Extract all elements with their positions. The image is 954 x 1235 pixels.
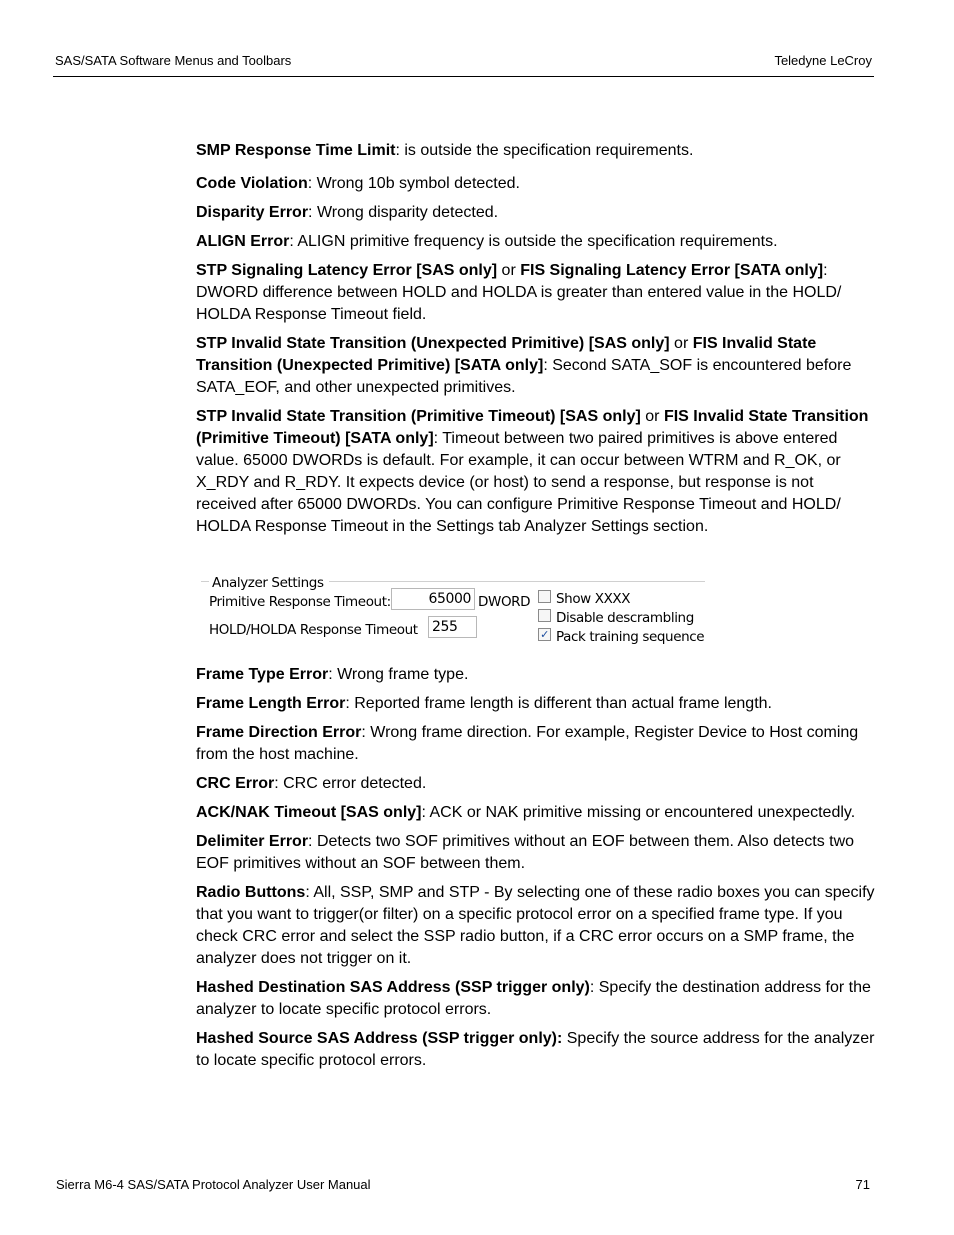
definition-hashed-source-sas-address bbox=[196, 1028, 878, 1072]
definition-crc-error bbox=[196, 773, 878, 795]
term: STP Signaling Latency Error [SAS only] bbox=[196, 262, 498, 279]
term: STP Invalid State Transition (Primitive Timeout) [SAS only] bbox=[196, 408, 641, 425]
definition-hashed-destination-sas-address bbox=[196, 977, 878, 1021]
term: Radio Buttons bbox=[196, 884, 306, 901]
description: : CRC error detected. bbox=[274, 775, 427, 792]
description: : Timeout between two paired primitives is above entered value. 65000 DWORDs is default. For example, it can occur between WTRM and R_OK, or X_RDY and R_RDY. It expects device (or host) to send a response, but response is not received after 65000 DWORDs. You can configure Primitive Response Timeout and HOLD/ HOLDA Response Timeout in the Settings tab Analyzer Settings section. bbox=[196, 430, 841, 535]
definition-frame-length-error bbox=[196, 693, 878, 715]
hold-holda-response-timeout-input[interactable]: 255 bbox=[428, 616, 477, 638]
term: Delimiter Error bbox=[196, 833, 309, 850]
primitive-response-timeout-label: Primitive Response Timeout: bbox=[209, 594, 391, 610]
term: Frame Length Error bbox=[196, 695, 346, 712]
term: ACK/NAK Timeout [SAS only] bbox=[196, 804, 422, 821]
description: : Wrong frame type. bbox=[328, 666, 469, 683]
page-header bbox=[53, 52, 874, 77]
description: : Wrong frame direction. For example, Register Device to Host coming from the host machine. bbox=[196, 724, 859, 763]
term: Frame Direction Error bbox=[196, 724, 362, 741]
description: : Reported frame length is different than actual frame length. bbox=[345, 695, 772, 712]
term: Frame Type Error bbox=[196, 666, 329, 683]
analyzer-settings-panel bbox=[201, 574, 705, 654]
term: Code Violation bbox=[196, 175, 308, 192]
disable-descrambling-checkbox[interactable] bbox=[538, 609, 551, 622]
definition-disparity-error bbox=[196, 202, 878, 224]
term: Hashed Destination SAS Address (SSP trigger only) bbox=[196, 979, 590, 996]
header-company: Teledyne LeCroy bbox=[774, 53, 872, 68]
description: : ALIGN primitive frequency is outside the specification requirements. bbox=[289, 233, 778, 250]
definition-invalid-state-primitive-timeout bbox=[196, 406, 878, 538]
definition-invalid-state-unexpected-primitive bbox=[196, 333, 878, 399]
definition-signaling-latency-error bbox=[196, 260, 878, 326]
description: : DWORD difference between HOLD and HOLDA is greater than entered value in the HOLD/ HOLDA Response Timeout field. bbox=[196, 262, 842, 323]
dword-unit-label: DWORD bbox=[478, 594, 531, 610]
description: Specify the source address for the analyzer to locate specific protocol errors. bbox=[196, 1030, 875, 1069]
term: Hashed Source SAS Address (SSP trigger only): bbox=[196, 1030, 563, 1047]
description: : ACK or NAK primitive missing or encountered unexpectedly. bbox=[421, 804, 856, 821]
definition-code-violation bbox=[196, 173, 878, 195]
check-mark-icon: ✓ bbox=[540, 628, 549, 641]
show-xxxx-checkbox[interactable] bbox=[538, 590, 551, 603]
term: SMP Response Time Limit bbox=[196, 142, 396, 159]
pack-training-sequence-label: Pack training sequence bbox=[556, 629, 705, 645]
disable-descrambling-label: Disable descrambling bbox=[556, 610, 694, 626]
definition-smp-response-time-limit bbox=[196, 140, 878, 162]
pack-training-sequence-checkbox[interactable] bbox=[538, 628, 551, 641]
groupbox-border-right bbox=[329, 581, 705, 582]
definition-frame-type-error bbox=[196, 664, 878, 686]
primitive-response-timeout-input[interactable]: 65000 bbox=[391, 588, 475, 610]
page-content bbox=[196, 140, 878, 1079]
groupbox-border-left bbox=[201, 581, 209, 582]
term: ALIGN Error bbox=[196, 233, 290, 250]
term: Disparity Error bbox=[196, 204, 309, 221]
connector: or bbox=[669, 335, 693, 352]
description: : Specify the destination address for the analyzer to locate specific protocol errors. bbox=[196, 979, 871, 1018]
term-alt: FIS Invalid State Transition (Primitive Timeout) [SATA only] bbox=[196, 408, 869, 447]
description: : is outside the specification requirements. bbox=[395, 142, 694, 159]
header-section-title: SAS/SATA Software Menus and Toolbars bbox=[55, 53, 292, 68]
analyzer-settings-legend: Analyzer Settings bbox=[212, 575, 324, 591]
hold-holda-response-timeout-label: HOLD/HOLDA Response Timeout bbox=[209, 622, 418, 638]
description: : Wrong disparity detected. bbox=[308, 204, 499, 221]
definition-delimiter-error bbox=[196, 831, 878, 875]
definition-radio-buttons bbox=[196, 882, 878, 970]
definition-frame-direction-error bbox=[196, 722, 878, 766]
page-number: 71 bbox=[855, 1177, 870, 1192]
term-alt: FIS Signaling Latency Error [SATA only] bbox=[520, 262, 824, 279]
description: : Second SATA_SOF is encountered before SATA_EOF, and other unexpected primitives. bbox=[196, 357, 852, 396]
description: : Detects two SOF primitives without an EOF between them. Also detects two EOF primitives without an SOF between them. bbox=[196, 833, 855, 872]
description: : Wrong 10b symbol detected. bbox=[307, 175, 520, 192]
term-alt: FIS Invalid State Transition (Unexpected Primitive) [SATA only] bbox=[196, 335, 817, 374]
show-xxxx-label: Show XXXX bbox=[556, 591, 631, 607]
definition-align-error bbox=[196, 231, 878, 253]
term: CRC Error bbox=[196, 775, 275, 792]
connector: or bbox=[640, 408, 664, 425]
term: STP Invalid State Transition (Unexpected Primitive) [SAS only] bbox=[196, 335, 670, 352]
definition-ack-nak-timeout bbox=[196, 802, 878, 824]
connector: or bbox=[497, 262, 521, 279]
footer-manual-title: Sierra M6-4 SAS/SATA Protocol Analyzer User Manual bbox=[56, 1177, 371, 1192]
description: : All, SSP, SMP and STP - By selecting one of these radio boxes you can specify that you want to trigger(or filter) on a specific protocol error on a specified frame type. If you check CRC error and select the SSP radio button, if a CRC error occurs on a SMP frame, the analyzer does not trigger on it. bbox=[196, 884, 875, 967]
